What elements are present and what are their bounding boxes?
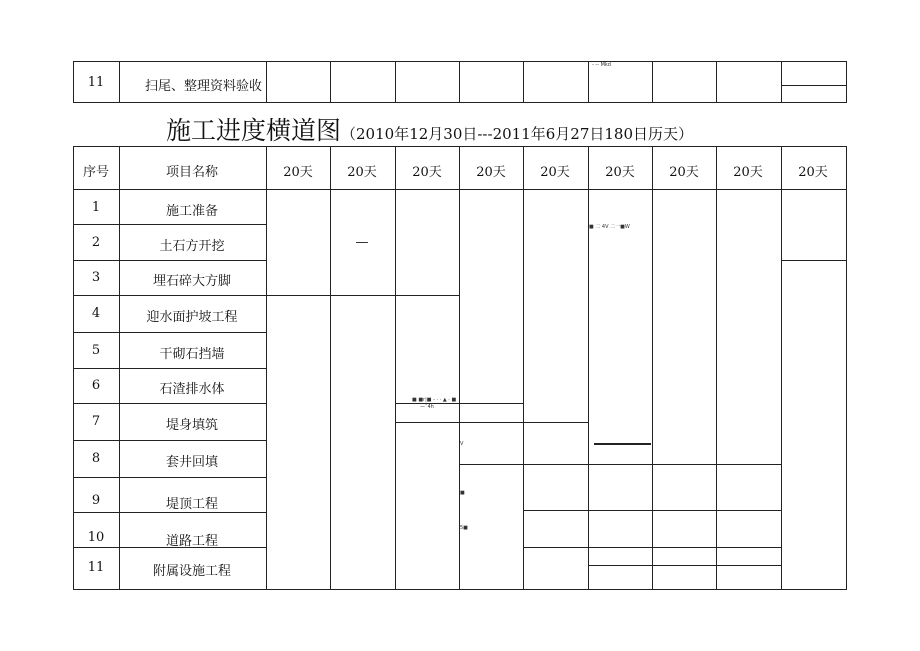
- title-main: 施工进度横道图: [166, 116, 342, 145]
- bar-mark: 5■: [460, 525, 468, 531]
- top-row-name: 扫尾、整理资料验收: [145, 79, 263, 94]
- top-row-number: 11: [87, 75, 105, 90]
- row-name: 附属设施工程: [152, 564, 232, 579]
- title-sub: （2010年12月30日---2011年6月27日180日历天）: [341, 125, 694, 143]
- row-number: 11: [87, 560, 105, 575]
- header-period: 20天: [798, 165, 828, 180]
- row-name: 石渣排水体: [159, 382, 225, 397]
- bar-mark: —: [355, 235, 369, 250]
- row-number: 3: [91, 270, 101, 285]
- row-number: 5: [91, 343, 101, 358]
- row-number: 9: [91, 493, 101, 508]
- row-name: 道路工程: [165, 534, 219, 549]
- bar-mark: —ˉ4h: [420, 404, 434, 410]
- header-period: 20天: [733, 165, 763, 180]
- page-title: [166, 111, 693, 147]
- row-number: 7: [91, 414, 101, 429]
- row-number: 10: [87, 530, 105, 545]
- row-name: 堤身填筑: [165, 418, 219, 433]
- header-period: 20天: [412, 165, 442, 180]
- bar-mark: ■: [460, 490, 465, 496]
- row-name: 套井回填: [165, 455, 219, 470]
- row-name: 堤顶工程: [165, 497, 219, 512]
- row-name: 干砌石挡墙: [159, 347, 225, 362]
- row-number: 2: [91, 235, 101, 250]
- header-period: 20天: [669, 165, 699, 180]
- header-period: 20天: [540, 165, 570, 180]
- header-name: 项目名称: [165, 165, 219, 180]
- top-row-mark: - -- Mkd: [592, 62, 611, 68]
- row-name: 埋石碎大方脚: [152, 274, 232, 289]
- header-number: 序号: [82, 165, 110, 180]
- header-period: 20天: [347, 165, 377, 180]
- row-number: 8: [91, 451, 101, 466]
- bar-mark: V: [460, 441, 464, 447]
- row-number: 6: [91, 378, 101, 393]
- row-name: 土石方开挖: [159, 239, 225, 254]
- header-period: 20天: [283, 165, 313, 180]
- row-name: 迎水面护坡工程: [146, 310, 238, 325]
- row-number: 1: [91, 200, 101, 215]
- header-period: 20天: [476, 165, 506, 180]
- header-period: 20天: [605, 165, 635, 180]
- progress-bar-dashed: [594, 443, 651, 445]
- bar-mark: ■ 二 4V 二一■W: [589, 224, 630, 230]
- bar-mark: ■ ■r|■ - · · ▲ · ■: [412, 397, 457, 403]
- row-number: 4: [91, 306, 101, 321]
- row-name: 施工准备: [165, 204, 219, 219]
